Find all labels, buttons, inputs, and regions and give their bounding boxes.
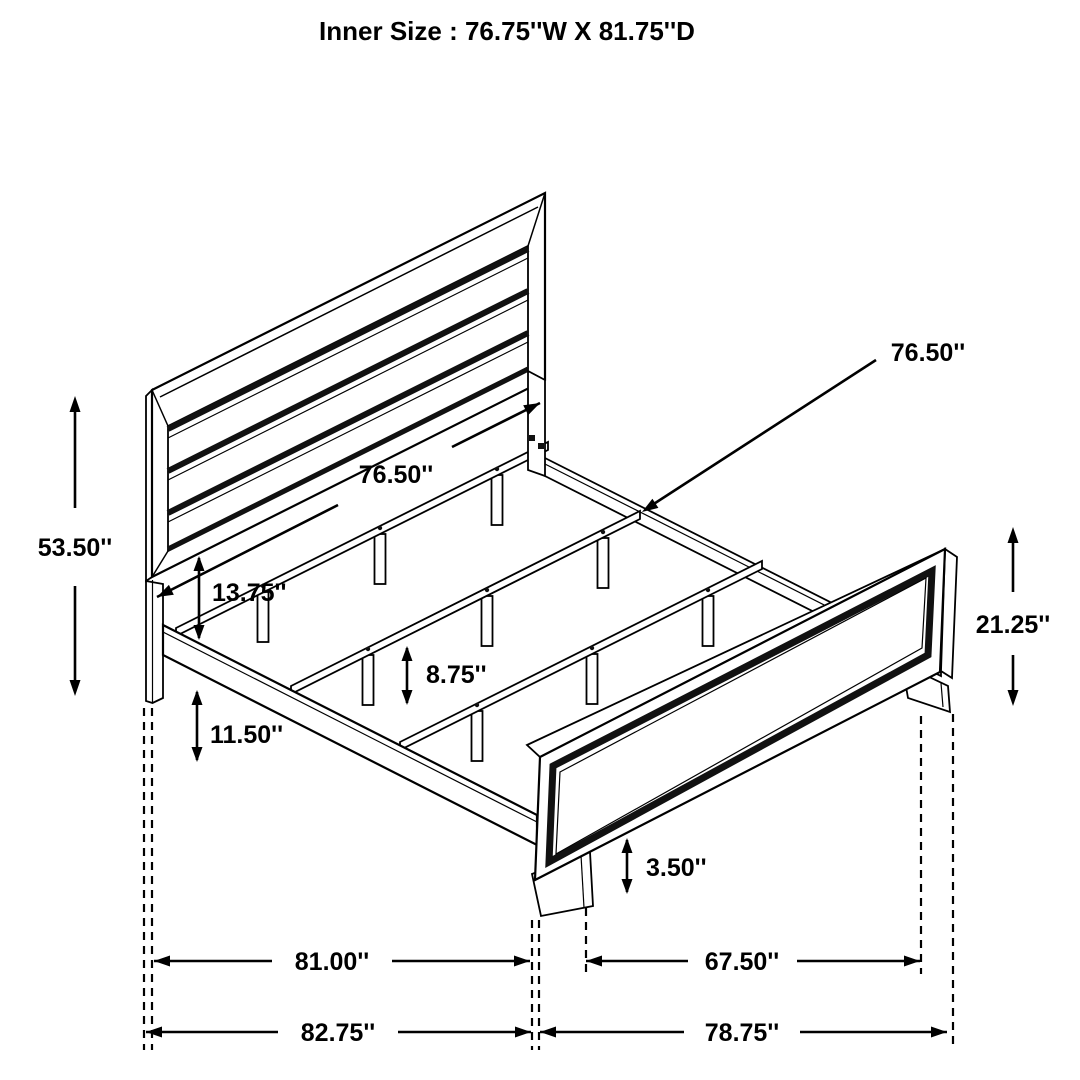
support-leg <box>472 711 483 761</box>
dimension-overall-width <box>540 1019 947 1047</box>
dimension-headboard-panel-gap <box>194 556 287 640</box>
dim-label-footboard-inner-width: 67.50'' <box>704 948 780 976</box>
dim-label-rail-floor-clearance: 11.50'' <box>210 721 284 749</box>
support-leg <box>492 475 503 525</box>
support-leg <box>482 596 493 646</box>
support-leg <box>703 596 714 646</box>
headboard-front-face <box>152 193 545 577</box>
headboard-left-leg <box>146 581 163 703</box>
support-leg <box>598 538 609 588</box>
dimension-headboard-height <box>38 396 112 696</box>
page-title: Inner Size : 76.75''W X 81.75''D <box>319 16 695 46</box>
support-leg <box>587 654 598 704</box>
dim-label-slat-support-length: 76.50'' <box>890 339 966 367</box>
rail-bracket <box>529 435 535 441</box>
dimension-overall-length <box>146 1019 531 1047</box>
dim-label-headboard-height: 53.50'' <box>37 534 113 562</box>
dim-label-support-leg-height: 8.75'' <box>426 661 487 689</box>
dim-label-inner-rail-length: 81.00'' <box>294 948 370 976</box>
dimension-slat-support-length <box>642 339 965 512</box>
dim-label-headboard-width: 76.50'' <box>358 461 434 489</box>
headboard-right-post <box>528 371 545 476</box>
dimension-footboard-height <box>976 527 1050 706</box>
dim-label-overall-length: 82.75'' <box>300 1019 376 1047</box>
dim-label-headboard-panel-gap: 13.75'' <box>212 579 287 607</box>
footboard <box>527 549 957 916</box>
dimension-support-leg-height <box>402 646 487 705</box>
support-leg <box>375 534 386 584</box>
dim-label-overall-width: 78.75'' <box>704 1019 780 1047</box>
headboard-right-post-body <box>528 371 545 476</box>
dimension-footboard-floor-gap <box>622 838 707 894</box>
dim-label-footboard-height: 21.25'' <box>975 611 1051 639</box>
dimension-footboard-inner-width <box>586 948 920 976</box>
dim-label-footboard-floor-gap: 3.50'' <box>646 854 707 882</box>
rail-bracket <box>538 443 544 449</box>
support-leg <box>363 655 374 705</box>
dimension-inner-rail-length <box>154 948 530 976</box>
